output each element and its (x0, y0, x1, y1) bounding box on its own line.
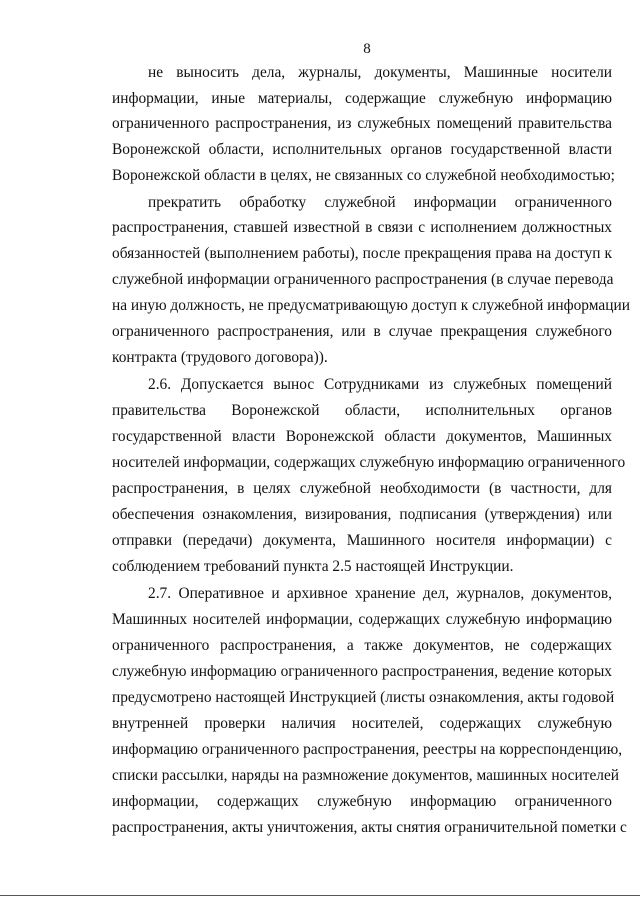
paragraph-2-7-start: 2.7. Оперативное и архивное хранение дел, журналов, документов, (148, 585, 612, 602)
text-line: распространения, ставшей известной в связи с исполнением должностных (112, 219, 612, 236)
paragraph-2-6-start: 2.6. Допускается вынос Сотрудниками из служебных помещений (148, 376, 612, 393)
text-line: носителей информации, содержащих служебную информацию ограниченного (112, 454, 626, 471)
text-line: Воронежской области, исполнительных органов государственной власти (112, 141, 612, 158)
text-line: прекратить обработку служебной информации ограниченного (148, 194, 612, 211)
text-line: обязанностей (выполнением работы), после прекращения права на доступ к (112, 245, 612, 262)
text-line: распространения, в целях служебной необходимости (в частности, для (112, 480, 612, 497)
text-line: предусмотрено настоящей Инструкцией (листы ознакомления, акты годовой (112, 689, 615, 706)
text-line: соблюдением требований пункта 2.5 настоящей Инструкции. (112, 558, 514, 575)
text-line: государственной власти Воронежской области документов, Машинных (112, 428, 612, 445)
text-line: отправки (передачи) документа, Машинного носителя информации) с (112, 532, 612, 549)
text-line: распространения, акты уничтожения, акты снятия ограничительной пометки с (112, 819, 627, 836)
text-line: служебной информации ограниченного распространения (в случае перевода (112, 271, 614, 288)
text-line: не выносить дела, журналы, документы, Машинные носители (148, 64, 612, 81)
text-line: на иную должность, не предусматривающую доступ к служебной информации (112, 297, 630, 314)
text-line: Машинных носителей информации, содержащих служебную информацию (112, 611, 612, 628)
text-line: обеспечения ознакомления, визирования, подписания (утверждения) или (112, 506, 612, 523)
text-line: правительства Воронежской области, исполнительных органов (112, 402, 612, 419)
text-line: внутренней проверки наличия носителей, содержащих служебную (112, 715, 612, 732)
page-number: 8 (363, 41, 371, 57)
text-line: Воронежской области в целях, не связанных со служебной необходимостью; (112, 167, 615, 184)
text-line: информации, содержащих служебную информацию ограниченного (112, 793, 612, 810)
text-line: контракта (трудового договора)). (112, 349, 328, 366)
text-line: ограниченного распространения, или в случае прекращения служебного (112, 323, 612, 340)
text-line: ограниченного распространения, а также документов, не содержащих (112, 637, 612, 654)
footer-divider (0, 895, 640, 896)
text-line: информацию ограниченного распространения, реестры на корреспонденцию, (112, 741, 623, 758)
text-line: служебную информацию ограниченного распространения, ведение которых (112, 663, 612, 680)
text-line: ограниченного распространения, из служебных помещений правительства (112, 115, 612, 132)
text-line: списки рассылки, наряды на размножение документов, машинных носителей (112, 767, 620, 784)
text-line: информации, иные материалы, содержащие служебную информацию (112, 90, 612, 107)
